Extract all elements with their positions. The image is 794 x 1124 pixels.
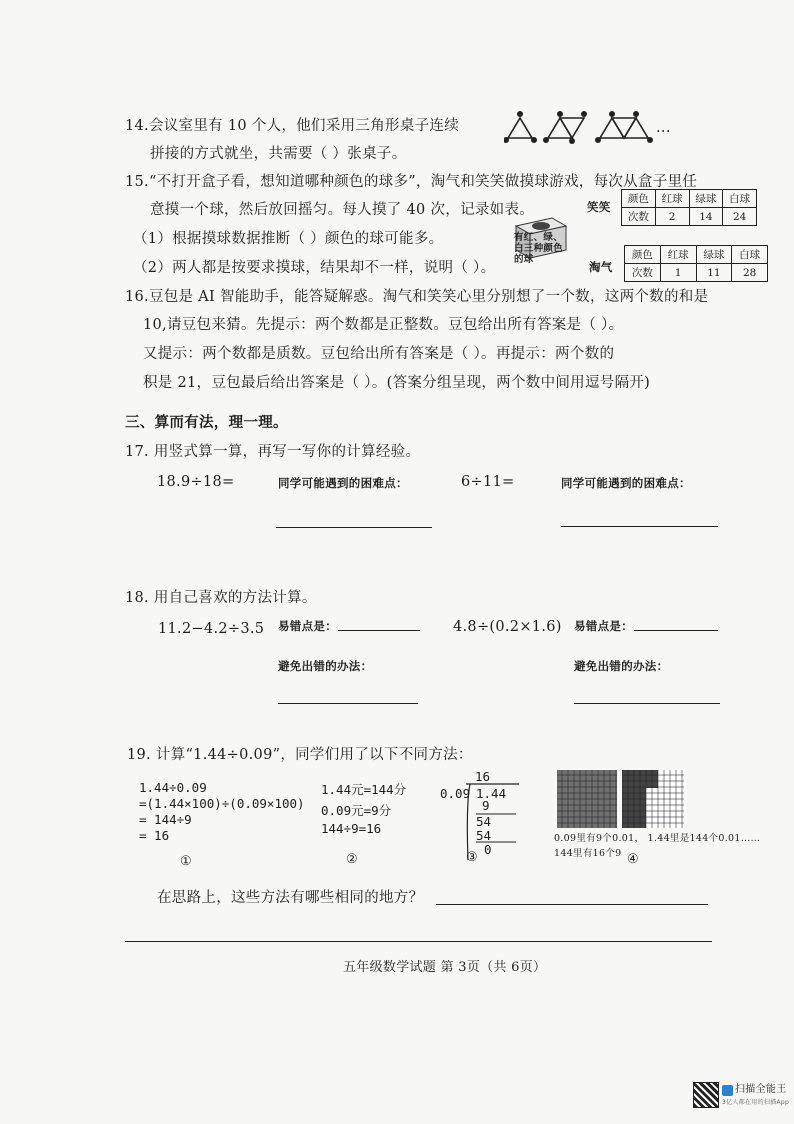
scanner-brand: 扫描全能王 xyxy=(735,1084,787,1095)
q17-answer-line2[interactable] xyxy=(561,526,718,527)
division-bracket xyxy=(464,780,524,860)
m3-step3: 54 xyxy=(476,828,492,843)
q16-line3: 又提示：两个数都是质数。豆包给出所有答案是（ ）。再提示：两个数的 xyxy=(143,346,615,362)
m3-divisor: 0.09 xyxy=(440,786,471,801)
q18-expr1: 11.2−4.2÷3.5 xyxy=(158,621,265,637)
q17-expr2: 6÷11= xyxy=(461,474,515,490)
q14-line1: 14.会议室里有 10 个人，他们采用三角形桌子连续 xyxy=(125,118,460,134)
q15-line1: 15.“不打开盒子看，想知道哪种颜色的球多”，淘气和笑笑做摸球游戏，每次从盒子里任 xyxy=(125,174,698,190)
q17-expr1: 18.9÷18= xyxy=(157,474,235,490)
m1-line2: =(1.44×100)÷(0.09×100) xyxy=(139,796,305,811)
q18-err-line1[interactable] xyxy=(338,630,420,631)
q19-title: 19. 计算“1.44÷0.09”，同学们用了以下不同方法： xyxy=(127,747,473,763)
label-2: ② xyxy=(346,852,358,867)
m2-line3: 144÷9=16 xyxy=(321,821,382,836)
q15-sub1: （1）根据摸球数据推断（ ）颜色的球可能多。 xyxy=(133,231,444,247)
m4-caption1: 0.09里有9个0.01， 1.44里是144个0.01…… xyxy=(554,833,761,844)
q18-err-line2[interactable] xyxy=(634,630,718,631)
m1-line4: = 16 xyxy=(139,828,170,843)
triangle-tables-figure xyxy=(504,110,654,144)
camscanner-logo-icon xyxy=(722,1085,733,1096)
q18-avoid1: 避免出错的办法： xyxy=(278,659,373,673)
label-4: ④ xyxy=(627,852,639,867)
m4-caption2: 144里有16个9 xyxy=(554,848,622,859)
q19-answer-line[interactable] xyxy=(436,904,708,905)
q14-ellipsis: ... xyxy=(656,120,671,136)
q16-line4: 积是 21，豆包最后给出答案是（ ）。(答案分组呈现，两个数中间用逗号隔开) xyxy=(143,375,651,391)
q15-line2: 意摸一个球，然后放回摇匀。每人摸了 40 次，记录如表。 xyxy=(150,202,535,218)
label-3: ③ xyxy=(466,850,478,865)
q18-expr2: 4.8÷(0.2×1.6) xyxy=(453,619,562,635)
m2-line1: 1.44元=144分 xyxy=(321,782,407,797)
name-xiaoxiao: 笑笑 xyxy=(587,200,611,214)
q18-title: 18. 用自己喜欢的方法计算。 xyxy=(125,590,317,606)
m3-step1: 9 xyxy=(482,798,490,813)
label-1: ① xyxy=(180,854,192,869)
qr-code-icon xyxy=(693,1082,719,1108)
m3-step2: 54 xyxy=(476,814,492,829)
hundred-grid-figure xyxy=(556,769,689,829)
q18-avoid2: 避免出错的办法： xyxy=(574,659,669,673)
q17-hint1: 同学可能遇到的困难点： xyxy=(278,476,408,490)
table-xiaoxiao: 颜色 红球 绿球 白球 次数 2 14 24 xyxy=(621,189,757,226)
q18-err2: 易错点是： xyxy=(574,619,633,633)
ball-box-label: 有红、绿、白三种颜色的球 xyxy=(514,232,564,265)
page-footer: 五年级数学试题 第 3页（共 6页） xyxy=(343,960,547,975)
q17-answer-line1[interactable] xyxy=(276,527,432,528)
q18-err1: 易错点是： xyxy=(278,619,337,633)
q16-line1: 16.豆包是 AI 智能助手，能答疑解惑。淘气和笑笑心里分别想了一个数，这两个数的和是 xyxy=(125,289,709,305)
m2-line2: 0.09元=9分 xyxy=(321,803,392,818)
q14-line2: 拼接的方式就坐，共需要（ ）张桌子。 xyxy=(150,146,407,162)
section3-heading: 三、算而有法，理一理。 xyxy=(125,414,288,431)
m1-line1: 1.44÷0.09 xyxy=(139,780,207,795)
q19-question: 在思路上，这些方法有哪些相同的地方？ xyxy=(157,890,424,906)
q15-sub2: （2）两人都是按要求摸球，结果却不一样，说明（ ）。 xyxy=(133,260,496,276)
m3-dividend: 1.44 xyxy=(476,786,507,801)
m1-line3: = 144÷9 xyxy=(139,812,192,827)
q18-avoid-line1[interactable] xyxy=(278,703,418,704)
q16-line2: 10,请豆包来猜。先提示：两个数都是正整数。豆包给出所有答案是（ ）。 xyxy=(143,317,624,333)
footer-rule xyxy=(125,941,712,942)
q17-hint2: 同学可能遇到的困难点： xyxy=(561,476,691,490)
table-taoqi: 颜色 红球 绿球 白球 次数 1 11 28 xyxy=(624,245,768,282)
q17-title: 17. 用竖式算一算，再写一写你的计算经验。 xyxy=(125,444,421,460)
m3-step4: 0 xyxy=(484,842,492,857)
name-taoqi: 淘气 xyxy=(589,260,613,274)
m3-quotient: 16 xyxy=(475,769,491,784)
scanner-sub: 3亿人都在用的扫描App xyxy=(722,1099,790,1106)
q18-avoid-line2[interactable] xyxy=(574,703,720,704)
